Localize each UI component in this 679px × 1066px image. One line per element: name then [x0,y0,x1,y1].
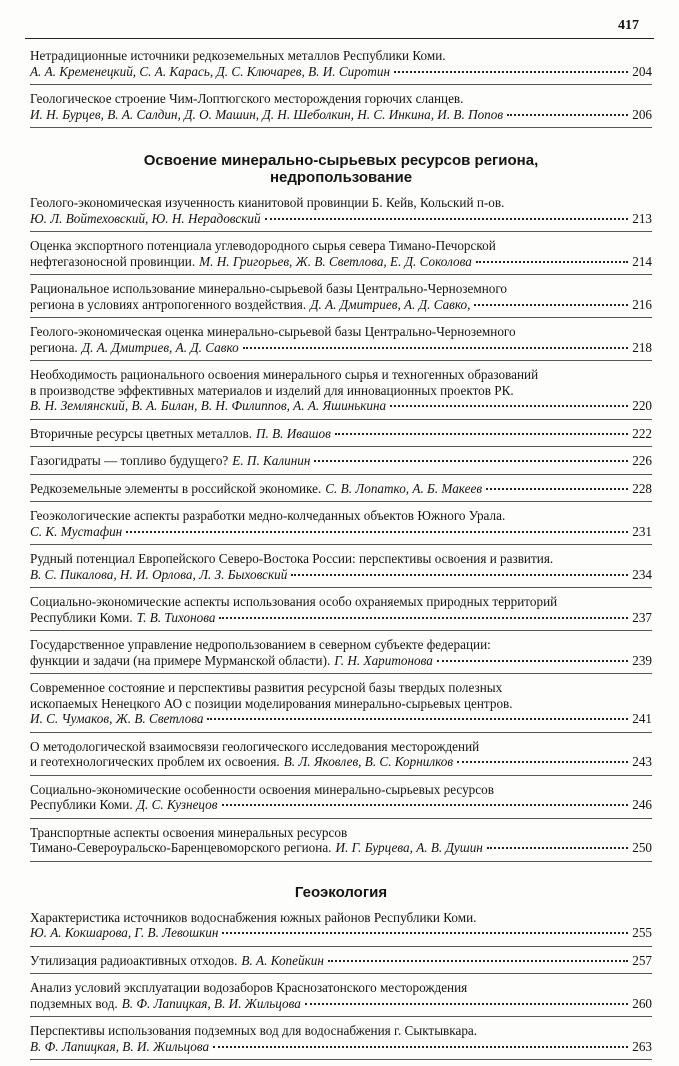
entry-last-line [30,925,652,941]
entry-divider [30,775,652,776]
toc-entry [30,782,652,819]
entry-title-line: Современное состояние и перспективы развития ресурсной базы твердых полезных [30,680,503,695]
entry-page-number[interactable]: 216 [632,296,652,312]
entry-page-number[interactable]: 213 [632,210,652,226]
entry-page-number[interactable]: 246 [632,797,652,812]
entry-title: Республики Коми. [30,797,133,812]
dot-leader [474,304,628,306]
toc-entry [30,367,652,420]
toc-entry [30,91,652,128]
entry-authors: В. Ф. Лапицкая, В. И. Жильцова [121,995,301,1011]
entry-last-line [30,481,652,497]
entry-title: нефтегазоносной провинции. [30,253,196,269]
entry-title-line: ископаемых Ненецкого АО с позиции моделирования минерально-сырьевых центров. [30,695,513,711]
table-of-contents [30,48,652,1066]
page-number: 417 [618,18,639,33]
entry-last-line [30,398,652,414]
entry-divider [30,317,652,318]
dot-leader [305,1003,628,1005]
toc-entry [30,551,652,588]
entry-page-number[interactable]: 206 [632,106,652,122]
entry-title-line: Рудный потенциал Европейского Северо-Востока России: перспективы освоения и развития. [30,551,554,566]
entry-title-line: Нетрадиционные источники редкоземельных металлов Республики Коми. [30,48,446,63]
header-rule [25,38,654,39]
dot-leader [394,71,628,73]
toc-entry [30,281,652,318]
entry-last-line [30,254,652,270]
entry-divider [30,946,652,947]
entry-page-number[interactable]: 218 [632,339,652,355]
dot-leader [222,932,628,934]
entry-authors: И. Г. Бурцева, А. В. Душин [335,840,483,855]
entry-page-number[interactable]: 239 [632,652,652,668]
entry-authors: В. Н. Землянский, В. А. Билан, В. Н. Филиппов, А. А. Яшинькина [30,398,387,413]
dot-leader [335,433,628,435]
entry-page-number[interactable]: 260 [632,995,652,1011]
toc-entry [30,637,652,674]
entry-title-line: Социально-экономические аспекты использования особо охраняемых природных территорий [30,594,558,609]
dot-leader [243,347,628,349]
entry-divider [30,630,652,631]
entry-page-number[interactable]: 231 [632,523,652,539]
entry-title-line: Геолого-экономическая изученность кианитовой провинции Б. Кейв, Кольский п-ов. [30,195,505,210]
entry-last-line [30,711,652,727]
toc-entry [30,910,652,947]
entry-divider [30,973,652,974]
entry-title-line: Необходимость рационального освоения минерального сырья и техногенных образований [30,367,539,382]
entry-divider [30,1059,652,1060]
entry-authors: Г. Н. Харитонова [334,652,433,668]
entry-page-number[interactable]: 234 [632,566,652,582]
entry-divider [30,419,652,420]
entry-authors: Д. А. Дмитриев, А. Д. Савко [81,339,239,355]
entry-title-line: Транспортные аспекты освоения минеральных ресурсов [30,824,348,840]
entry-title-line: Оценка экспортного потенциала углеводородного сырья севера Тимано-Печорской [30,238,496,253]
toc-entry [30,481,652,503]
toc-entry [30,680,652,733]
entry-authors: Т. В. Тихонова [136,609,216,625]
entry-authors: В. С. Пикалова, Н. И. Орлова, Л. З. Быховский [30,566,288,582]
dot-leader [487,847,628,849]
entry-title-line: Геолого-экономическая оценка минерально-сырьевой базы Центрально-Черноземного [30,324,516,339]
toc-entry [30,739,652,776]
entry-last-line [30,996,652,1012]
entry-authors: А. А. Кременецкий, С. А. Карась, Д. С. Ключарев, В. И. Сиротин [30,63,391,79]
toc-entry [30,980,652,1017]
entry-authors: С. К. Мустафин [30,523,123,539]
entry-page-number[interactable]: 243 [632,754,652,769]
dot-leader [314,460,628,462]
entry-title-line: Геологическое строение Чим-Лоптюгского месторождения горючих сланцев. [30,91,464,106]
entry-divider [30,544,652,545]
entry-authors: С. В. Лопатко, А. Б. Макеев [325,480,483,496]
entry-title: Утилизация радиоактивных отходов. [30,952,238,968]
entry-divider [30,818,652,819]
entry-last-line [30,64,652,80]
entry-last-line [30,754,652,770]
entry-page-number[interactable]: 222 [632,425,652,441]
entry-last-line [30,653,652,669]
entry-divider [30,446,652,447]
entry-divider [30,84,652,85]
entry-authors: В. Ф. Лапицкая, В. И. Жильцова [30,1038,210,1054]
toc-entry [30,426,652,448]
entry-authors: П. В. Ивашов [256,425,331,441]
entry-title-line: в производстве эффективных материалов и изделий для инновационных проектов РК. [30,382,514,398]
entry-last-line [30,453,652,469]
entry-last-line [30,610,652,626]
toc-entry [30,1023,652,1060]
entry-last-line [30,211,652,227]
entry-title-line: Перспективы использования подземных вод для водоснабжения г. Сыктывкара. [30,1023,478,1038]
entry-last-line [30,426,652,442]
toc-entry [30,195,652,232]
entry-authors: Е. П. Калинин [232,453,311,468]
entry-authors: И. С. Чумаков, Ж. В. Светлова [30,711,204,726]
toc-entry [30,238,652,275]
entry-last-line [30,107,652,123]
entry-authors: В. Л. Яковлев, В. С. Корнилков [283,754,454,769]
entry-page-number[interactable]: 263 [632,1038,652,1054]
entry-last-line [30,797,652,813]
entry-title-line: Социально-экономические особенности освоения минерально-сырьевых ресурсов [30,781,494,797]
entry-divider [30,587,652,588]
entry-title: Республики Коми. [30,609,133,625]
dot-leader [207,718,628,720]
entry-last-line [30,953,652,969]
entry-authors: В. А. Копейкин [241,952,324,968]
dot-leader [265,218,629,220]
entry-page-number[interactable]: 214 [632,253,652,269]
entry-last-line [30,524,652,540]
entry-title-line: Рациональное использование минерально-сырьевой базы Центрально-Черноземного [30,281,508,296]
toc-entry [30,953,652,975]
entry-title: Тимано-Североуральско-Баренцевоморского региона. [30,840,332,855]
entry-divider [30,360,652,361]
dot-leader [476,261,628,263]
entry-page-number[interactable]: 237 [632,609,652,625]
entry-page-number[interactable]: 257 [632,952,652,968]
entry-divider [30,474,652,475]
entry-last-line [30,1039,652,1055]
dot-leader [486,488,628,490]
entry-authors: Д. С. Кузнецов [136,797,218,812]
entry-divider [30,501,652,502]
entry-page-number[interactable]: 241 [632,711,652,726]
entry-title-line: О методологической взаимосвязи геологического исследования месторождений [30,738,480,754]
dot-leader [219,617,628,619]
entry-divider [30,231,652,232]
dot-leader [291,574,628,576]
entry-title-line: Анализ условий эксплуатации водозаборов Краснозатонского месторождения [30,980,468,995]
entry-title: Вторичные ресурсы цветных металлов. [30,425,252,441]
toc-entry [30,453,652,475]
entry-divider [30,732,652,733]
entry-last-line [30,297,652,313]
section-heading: Геоэкология [294,883,388,901]
entry-page-number[interactable]: 204 [632,63,652,79]
entry-last-line [30,840,652,856]
entry-page-number[interactable]: 220 [632,398,652,413]
dot-leader [213,1046,628,1048]
entry-divider [30,861,652,862]
entry-title: Газогидраты — топливо будущего? [30,453,229,468]
toc-entry [30,48,652,85]
entry-title: подземных вод. [30,995,118,1011]
dot-leader [126,531,628,533]
entry-title-line: Государственное управление недропользованием в северном субъекте федерации: [30,637,491,652]
entry-title: региона. [30,339,78,355]
entry-title-line: Характеристика источников водоснабжения южных районов Республики Коми. [30,909,477,925]
dot-leader [222,804,629,806]
entry-title: функции и задачи (на примере Мурманской области). [30,652,331,668]
dot-leader [437,660,628,662]
toc-entry [30,324,652,361]
entry-divider [30,1016,652,1017]
dot-leader [457,761,628,763]
entry-last-line [30,567,652,583]
entry-title: и геотехнологических проблем их освоения. [30,754,280,769]
entry-title: региона в условиях антропогенного воздействия. [30,296,307,312]
entry-last-line [30,340,652,356]
entry-authors: М. Н. Григорьев, Ж. В. Светлова, Е. Д. Соколова [199,253,472,269]
entry-page-number[interactable]: 226 [632,453,652,468]
entry-page-number[interactable]: 250 [632,840,652,855]
entry-title-line: Геоэкологические аспекты разработки медно-колчеданных объектов Южного Урала. [30,508,506,523]
entry-page-number[interactable]: 255 [632,925,652,940]
entry-authors: Ю. Л. Войтеховский, Ю. Н. Нерадовский [30,210,261,226]
entry-authors: Д. А. Дмитриев, А. Д. Савко, [310,296,471,312]
dot-leader [390,405,628,407]
toc-entry [30,825,652,862]
entry-title: Редкоземельные элементы в российской экономике. [30,480,322,496]
entry-divider [30,673,652,674]
entry-authors: Ю. А. Кокшарова, Г. В. Левошкин [30,925,219,940]
section-heading: Освоение минерально-сырьевых ресурсов региона, недропользование [143,152,539,186]
entry-page-number[interactable]: 228 [632,480,652,496]
entry-divider [30,127,652,128]
toc-entry [30,508,652,545]
toc-entry [30,594,652,631]
entry-divider [30,274,652,275]
dot-leader [507,114,628,116]
entry-authors: И. Н. Бурцев, В. А. Салдин, Д. О. Машин, Д. Н. Шеболкин, Н. С. Инкина, И. В. Попов [30,106,504,122]
